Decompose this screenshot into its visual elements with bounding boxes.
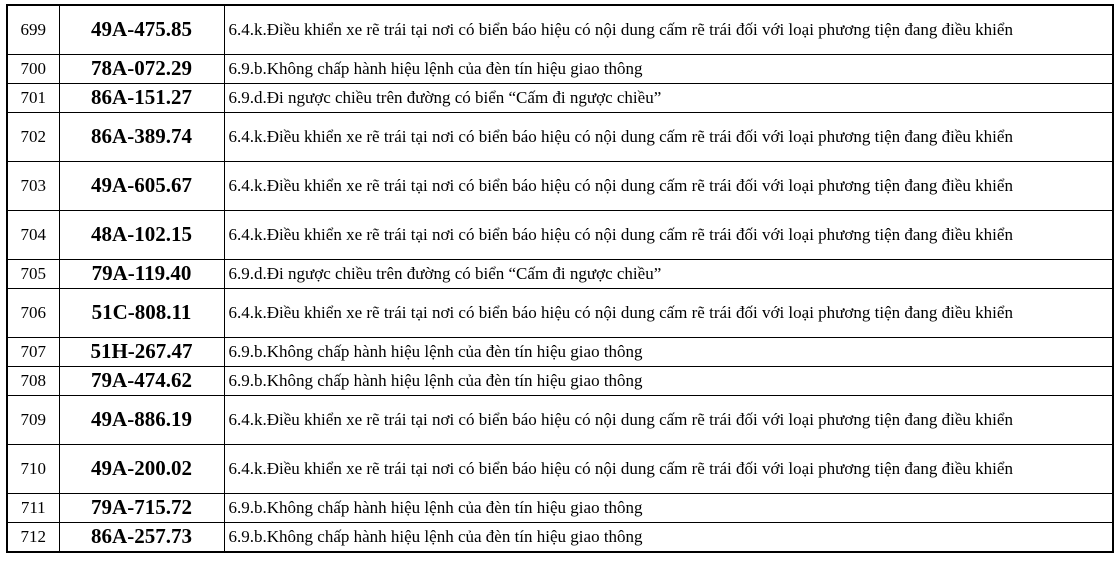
violation-description: 6.4.k.Điều khiển xe rẽ trái tại nơi có biển báo hiệu có nội dung cấm rẽ trái đối với loại phương tiện đang điều khiển [224, 289, 1113, 338]
violation-description: 6.9.b.Không chấp hành hiệu lệnh của đèn tín hiệu giao thông [224, 55, 1113, 84]
table-row [7, 494, 1113, 523]
license-plate: 49A-605.67 [59, 162, 224, 211]
license-plate: 51C-808.11 [59, 289, 224, 338]
violation-description: 6.9.b.Không chấp hành hiệu lệnh của đèn tín hiệu giao thông [224, 338, 1113, 367]
row-index: 710 [7, 445, 59, 494]
violation-description: 6.9.d.Đi ngược chiều trên đường có biển “Cấm đi ngược chiều” [224, 260, 1113, 289]
violation-description: 6.4.k.Điều khiển xe rẽ trái tại nơi có biển báo hiệu có nội dung cấm rẽ trái đối với loại phương tiện đang điều khiển [224, 162, 1113, 211]
license-plate: 48A-102.15 [59, 211, 224, 260]
violations-table-body [7, 5, 1113, 552]
license-plate: 49A-200.02 [59, 445, 224, 494]
license-plate: 49A-475.85 [59, 5, 224, 55]
table-row [7, 113, 1113, 162]
table-row [7, 211, 1113, 260]
license-plate: 78A-072.29 [59, 55, 224, 84]
row-index: 703 [7, 162, 59, 211]
row-index: 709 [7, 396, 59, 445]
row-index: 702 [7, 113, 59, 162]
row-index: 706 [7, 289, 59, 338]
license-plate: 86A-257.73 [59, 523, 224, 553]
violations-table [6, 4, 1114, 553]
license-plate: 79A-119.40 [59, 260, 224, 289]
violation-description: 6.4.k.Điều khiển xe rẽ trái tại nơi có biển báo hiệu có nội dung cấm rẽ trái đối với loại phương tiện đang điều khiển [224, 113, 1113, 162]
violation-description: 6.9.b.Không chấp hành hiệu lệnh của đèn tín hiệu giao thông [224, 367, 1113, 396]
table-row [7, 289, 1113, 338]
violation-description: 6.9.d.Đi ngược chiều trên đường có biển “Cấm đi ngược chiều” [224, 84, 1113, 113]
row-index: 707 [7, 338, 59, 367]
table-row [7, 260, 1113, 289]
table-row [7, 523, 1113, 553]
table-row [7, 396, 1113, 445]
license-plate: 49A-886.19 [59, 396, 224, 445]
violation-description: 6.4.k.Điều khiển xe rẽ trái tại nơi có biển báo hiệu có nội dung cấm rẽ trái đối với loại phương tiện đang điều khiển [224, 445, 1113, 494]
row-index: 711 [7, 494, 59, 523]
license-plate: 79A-474.62 [59, 367, 224, 396]
row-index: 699 [7, 5, 59, 55]
table-row [7, 162, 1113, 211]
table-row [7, 5, 1113, 55]
license-plate: 86A-389.74 [59, 113, 224, 162]
row-index: 708 [7, 367, 59, 396]
row-index: 712 [7, 523, 59, 553]
license-plate: 86A-151.27 [59, 84, 224, 113]
row-index: 700 [7, 55, 59, 84]
license-plate: 51H-267.47 [59, 338, 224, 367]
row-index: 701 [7, 84, 59, 113]
table-row [7, 55, 1113, 84]
license-plate: 79A-715.72 [59, 494, 224, 523]
table-row [7, 84, 1113, 113]
table-row [7, 367, 1113, 396]
row-index: 704 [7, 211, 59, 260]
table-row [7, 445, 1113, 494]
violation-description: 6.9.b.Không chấp hành hiệu lệnh của đèn tín hiệu giao thông [224, 494, 1113, 523]
violation-description: 6.9.b.Không chấp hành hiệu lệnh của đèn tín hiệu giao thông [224, 523, 1113, 553]
violation-description: 6.4.k.Điều khiển xe rẽ trái tại nơi có biển báo hiệu có nội dung cấm rẽ trái đối với loại phương tiện đang điều khiển [224, 211, 1113, 260]
table-row [7, 338, 1113, 367]
row-index: 705 [7, 260, 59, 289]
violation-description: 6.4.k.Điều khiển xe rẽ trái tại nơi có biển báo hiệu có nội dung cấm rẽ trái đối với loại phương tiện đang điều khiển [224, 5, 1113, 55]
violation-description: 6.4.k.Điều khiển xe rẽ trái tại nơi có biển báo hiệu có nội dung cấm rẽ trái đối với loại phương tiện đang điều khiển [224, 396, 1113, 445]
